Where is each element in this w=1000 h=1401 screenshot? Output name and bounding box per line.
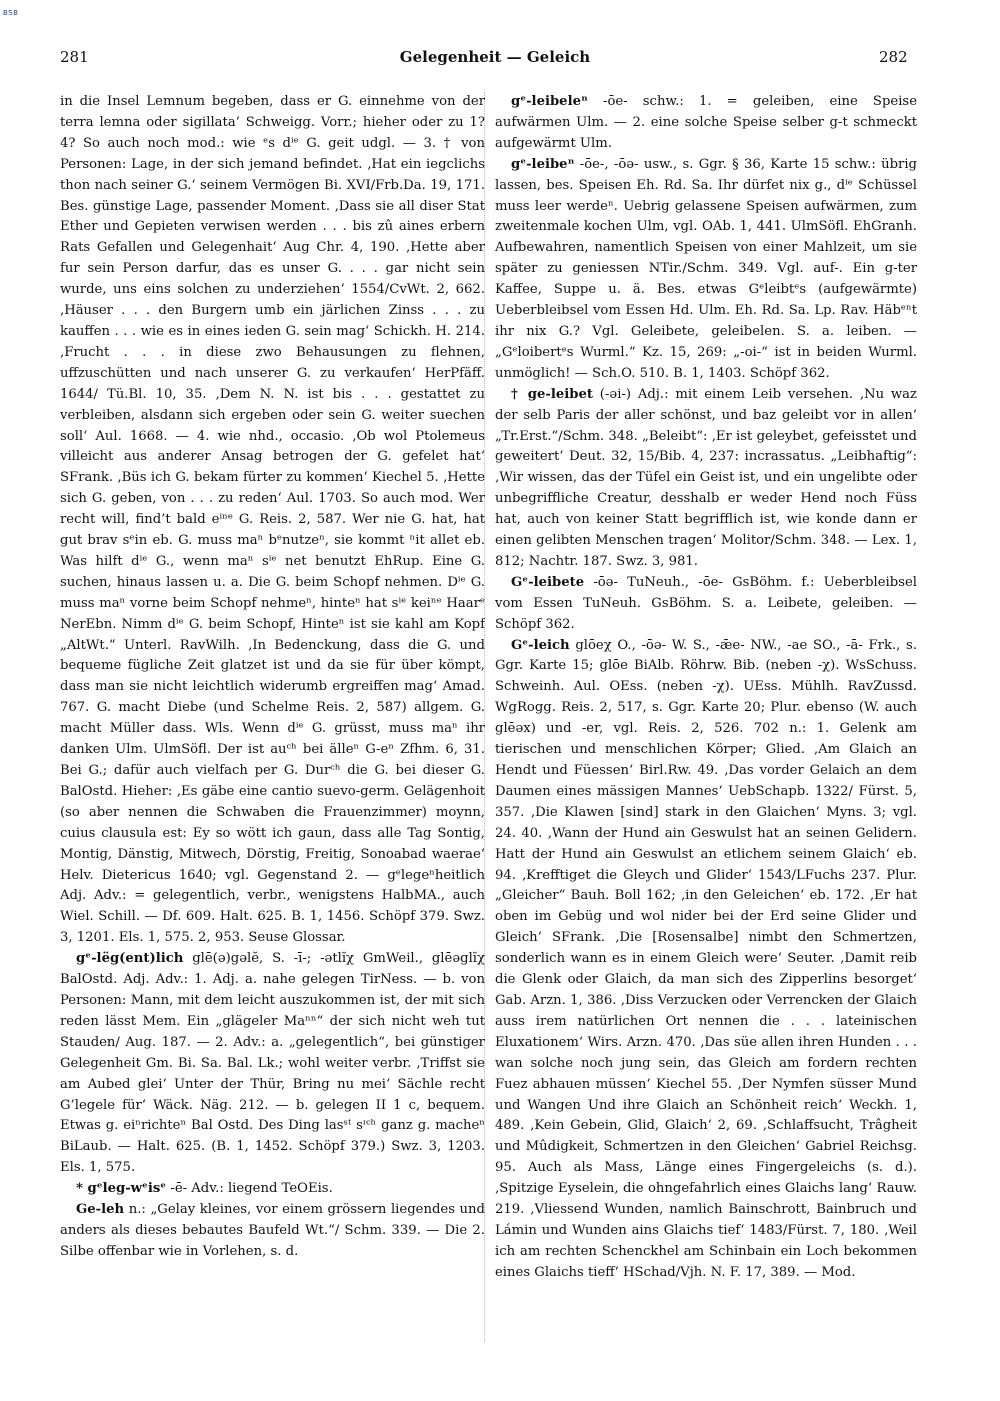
entry-text: -ōə- TuNeuh., -ōe- GsBöhm. f.: Ueberbleibsel vom Essen TuNeuh. GsBöhm. S. a. Leibete, geleiben. — Schöpf 362. — [495, 574, 917, 632]
page-number-left: 281 — [60, 48, 89, 66]
entry-gelegenheit-continued: in die Insel Lemnum begeben, dass er G. einnehme von der terra lemna oder sigillata‘ Schweigg. Vorr.; hieher oder zu 1? 4? So auch noch mod.: wie ᵉs dⁱᵉ G. geit udgl. — 3. † von Personen: Lage, in der sich jemand befindet. ‚Hat ein iegclichs thon nach seiner G.‘ seinem Vermögen Bi. XVI/Frb.Da. 19, 171. Bes. günstige Lage, passender Moment. ‚Dass sie all diser Stat Ether und Gepieten verwisen werden . . . bis zû aines erbern Rats Gefallen und Gelegenhait‘ Aug Chr. 4, 190. ‚Hette aber fur sein Person darfur, das es unser G. . . . gar nicht sein wurde, uns eins solchen zu underziehen‘ 1554/CvWt. 2, 662. ‚Häuser . . . den Burgern umb ein järlichen Zinss . . . zu kauffen . . . wie es in eines ieden G. sein mag‘ Schickh. H. 214. ‚Frucht . . . in diese zwo Behausungen zu flehnen, uffzuschütten und nach unserer G. zu verkaufen‘ HerPfäff. 1644/ Tü.Bl. 10, 35. ‚Dem N. N. ist bis . . . gestattet zu verbleiben, alsdann sich ergeben oder sein G. weiter suechen soll‘ Aul. 1668. — 4. wie nhd., occasio. ‚Ob wol Ptolemeus villeicht aus anderer Ansag betrogen der G. gefelet hat‘ SFrank. ‚Büs ich G. bekam fürter zu kommen‘ Kiechel 5. ‚Hette sich G. geben, von . . . zu reden‘ Aul. 1703. So auch mod. Wer recht will, find’t bald eⁱⁿᵉ G. Reis. 2, 587. Wer nie G. hat, hat gut brav sᵉin eb. G. muss maⁿ bᵉnutzeⁿ, sie kommt ⁿit allet eb. Was hilft dⁱᵉ G., wenn maⁿ sⁱᵉ net benutzt EhRup. Eine G. suchen, hinaus lassen u. a. Die G. beim Schopf nehmen. Dⁱᵉ G. muss maⁿ vorne beim Schopf nehmeⁿ, hinteⁿ hat sⁱᵉ keiⁿᵉ Haarᵉ NerEbn. Nimm dⁱᵉ G. beim Schopf, Hinteⁿ ist sie kahl am Kopf „AltWt.“ Unterl. RavWilh. ‚In Bedenckung, dass die G. und bequeme fügliche Zeit glatzet ist und da sie für über kömpt, dass man sie nicht leichtlich widerumb ergreiffen mag‘ Amad. 767. G. macht Diebe (und Schelme Reis. 2, 587) allgem. G. macht Müller dass. Wls. Wenn dⁱᵉ G. grüsst, muss maⁿ ihr danken Ulm. UlmSöfl. Der ist auᶜʰ bei älleⁿ G-eⁿ Zfhm. 6, 31. Bei G.; dafür auch vielfach per G. Durᶜʰ die G. bei dieser G. BalOstd. Hieher: ‚Es gäbe eine cantio suevo-germ. Gelägenhoit (so aber nennen die Schwaben die Frauenzimmer) moynn, cuius clausula est: Ey so wött ich gaun, dass alle Tag Sontig, Montig, Dänstig, Mitwech, Dörstig, Freitig, Sonoabad waerae‘ Helv. Dietericus 1640; vgl. Gegenstand 2. — gᵉlegeⁿheitlich Adj. Adv.: = gelegentlich, verbr., wenigstens HalbMA., auch Wiel. Schill. — Df. 609. Halt. 625. B. 1, 1456. Schöpf 379. Swz. 3, 1201. Els. 1, 575. 2, 953. Seuse Glossar. — [60, 94, 485, 946]
lemma-head: gᵉ-leibeleⁿ — [511, 94, 588, 109]
entry-geleich — [495, 636, 917, 1284]
entry-text: glē(ə)gəlĕ, S. -ī-; -ətlĭχ GmWeil., glēəglĭχ BalOstd. Adj. Adv.: 1. Adj. a. nahe gelegen TirNess. — b. von Personen: Mann, mit dem leicht auszukommen ist, der mit sich reden lässt Mem. Ein „glägeler Maⁿⁿ“ der sich nicht weh tut Stauden/ Aug. 187. — 2. Adv.: a. „gelegentlich“, bei günstiger Gelegenheit Gm. Bi. Sa. Bal. Lk.; wohl weiter verbr. ‚Triffst sie am Aubed glei‘ Unter der Thür, Bring nu mei‘ Sächle recht G’legele für‘ Wäck. Näg. 212. — b. gelegen II 1 c, bequem. Etwas g. eiⁿrichteⁿ Bal Ostd. Des Ding lasˢᵗ sᶦᶜʰ ganz g. macheⁿ BiLaub. — Halt. 625. (B. 1, 1452. Schöpf 379.) Swz. 3, 1203. Els. 1, 575. — [60, 951, 485, 1176]
entry-geleibet — [495, 385, 917, 573]
entry-text: -ē- Adv.: liegend TeOEis. — [170, 1181, 333, 1197]
lemma-head: gᵉ-lëg(ent)lich — [76, 951, 184, 967]
entry-text: -ōe- schw.: 1. = geleiben, eine Speise aufwärmen Ulm. — 2. eine solche Speise selber g-t schmeckt aufgewärmt Ulm. — [495, 94, 917, 151]
library-stamp: BSB — [3, 9, 19, 17]
entry-geleibelen — [495, 92, 917, 155]
entry-geleiben — [495, 155, 917, 385]
entry-geleglich — [60, 949, 485, 1179]
entry-text: glōeχ O., -ōə- W. S., -ǣe- NW., -ae SO., -ā- Frk., s. Ggr. Karte 15; glōe BiAlb. Röhrw. Bib. (neben -χ). WsSchuss. Schweinh. Aul. OEss. (neben -χ). UEss. Mühlh. RavZussd. WgRogg. Reis. 2, 517, s. Ggr. Karte 20; Plur. ebenso (W. auch glēəx) und -er, vgl. Reis. 2, 526. 702 n.: 1. Gelenk am tierischen und menschlichen Körper; Glied. ‚Am Glaich an Hendt und Füessen‘ Birl.Rw. 49. ‚Das vorder Gelaich an dem Daumen eines mässigen Mannes‘ UebSchapb. 1322/ Fürst. 5, 357. ‚Die Klawen [sind] stark in den Glaichen‘ Myns. 3; vgl. 24. 40. ‚Wann der Hund ain Geswulst hat an seinen Gelidern. Hatt der Hund ain Geswulst an etlichem seinem Glaich‘ eb. 94. ‚Krefftiget die Gleych und Glider‘ 1543/LFuchs 237. Plur. „Gleicher“ Bauh. Boll 162; ‚in den Geleichen‘ eb. 172. ‚Er hat oben im Gebüg und wol nider bei der Erd seine Glider und Gleich‘ SFrank. ‚Die [Rosensalbe] nimbt den Schmertzen, sonderlich wann es in einem Gleich were‘ Seuter. ‚Damit reib die Glenk oder Glaich, da man sich des Zipperlins besorget‘ Gab. Arzn. 1, 386. ‚Diss Verzucken oder Verrencken der Glaich auss irem natürlichen Ort nennen die . . . lateinischen Eluxationem‘ Wirs. Arzn. 470. ‚Das süe allen ihren Hunden . . . wan solche noch jung sein, das Gleich am fordern rechten Fuez abhauen müssen‘ Kiechel 55. ‚Der Nymfen süsser Mund und Wangen Und ihre Glaich an Schönheit reich‘ Weckh. 1, 489. ‚Kein Gebein, Glid, Glaich‘ 2, 69. ‚Schlaffsucht, Trâgheit und Mûdigkeit, Schmertzen in den Gleichen‘ Gabriel Reichsg. 95. Auch als Mass, Länge eines Fingergeleichs (s. d.). ‚Spitzige Eyselein, die ohngefahrlich eines Glaichs lang‘ Rauw. 219. ‚Vliessend Wunden, namlich Bainschrott, Bainbruch und Lámin und Wunden ains Glaichs tief‘ 1483/Fürst. 7, 180. ‚Weil ich am rechten Schenckhel am Schinbain ein Loch bekommen eines Glaichs tieff‘ HSchad/Vjh. N. F. 17, 389. — Mod. — [495, 637, 917, 1280]
entry-geleibete — [495, 573, 917, 636]
entry-text: (-əi-) Adj.: mit einem Leib versehen. ‚Nu waz der selb Paris der aller schönst, und baz geleibt vor in allen‘ „Tr.Erst.“/Schm. 348. „Beleibt“: ‚Er ist geleybet, gefeisstet und geweitert‘ Deut. 32, 15/Bib. 4, 237: incrassatus. „Leibhaftig“: ‚Wir wissen, das der Tüfel ein Geist ist, und ein ungelibte oder unbegriffliche Creatur, desshalb er weder Hend noch Füss hat, auch von keiner Statt begrifflich ist, wie konde dann er einen gelibten Menschen tragen‘ Molitor/Schm. 348. — Lex. 1, 812; Nachtr. 187. Swz. 3, 981. — [495, 386, 917, 569]
right-column — [495, 92, 917, 1347]
entry-text: n.: „Gelay kleines, vor einem grössern liegendes und anders als dieses bebautes Baufeld Wt.“/ Schm. 339. — Die 2. Silbe offenbar wie in Vorlehen, s. d. — [60, 1202, 485, 1259]
running-head: Gelegenheit — Geleich — [399, 48, 591, 66]
lemma-head: † ge-leibet — [511, 386, 593, 402]
left-column — [60, 92, 485, 1347]
lemma-head: gᵉ-leibeⁿ — [511, 156, 575, 172]
entry-text: -ōe-, -ōə- usw., s. Ggr. § 36, Karte 15 schw.: übrig lassen, bes. Speisen Eh. Rd. Sa. Ihr dürfet nix g., dⁱᵉ Schüssel muss leer werdeⁿ. Uebrig gelassene Speisen aufwärmen, zum zweitenmale kochen Ulm, vgl. OAb. 1, 441. UlmSöfl. EhGranh. Aufbewahren, namentlich Speisen von einer Mahlzeit, um sie später zu geniessen NTir./Schm. 349. Vgl. auf-. Ein g-ter Kaffee, Suppe u. ä. Bes. etwas Gᵉleibtᵉs (aufgewärmte) Ueberbleibsel vom Essen Hd. Ulm. Eh. Rd. Sa. Lp. Rav. Häbᵉⁿt ihr nix G.? Vgl. Geleibete, geleibelen. S. a. leiben. — „Gᵉloibertᵉs Wurml.“ Kz. 15, 269: „-oi-“ ist in beiden Wurml. unmöglich! — Sch.O. 510. B. 1, 1403. Schöpf 362. — [495, 156, 917, 381]
lemma-head: Ge-leh — [76, 1202, 125, 1218]
lemma-head: * gᵉleg-wᵉisᵉ — [76, 1181, 167, 1197]
lemma-head: Gᵉ-leibete — [511, 574, 585, 590]
entry-geleg-weise — [60, 1179, 485, 1200]
entry-geleh — [60, 1200, 485, 1263]
lemma-head: Gᵉ-leich — [511, 637, 570, 653]
page-number-right: 282 — [879, 48, 908, 66]
